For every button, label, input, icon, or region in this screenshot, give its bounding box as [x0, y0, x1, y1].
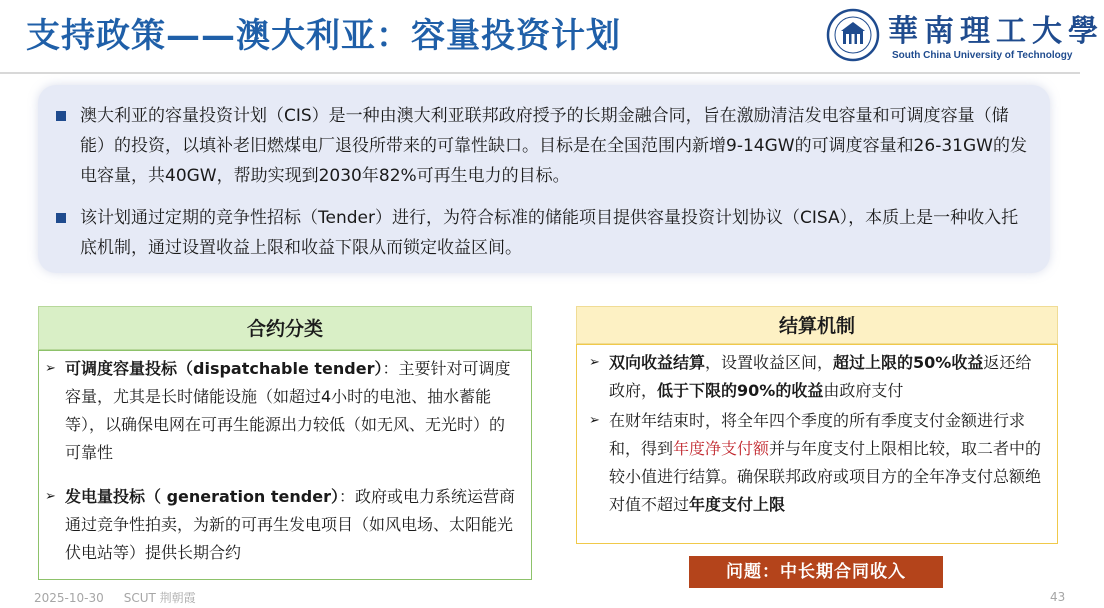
summary-box [38, 85, 1050, 273]
settlement-item-1-upper: 超过上限的50%收益 [833, 353, 984, 372]
square-bullet-icon [56, 111, 66, 121]
settlement-heading-box [576, 306, 1058, 344]
contract-item-generation [45, 483, 525, 567]
arrow-bullet-icon: ➢ [589, 355, 600, 370]
settlement-item-2-highlight: 年度净支付额 [673, 439, 770, 458]
settlement-item-1-title: 双向收益结算 [609, 353, 706, 372]
university-logo [826, 6, 1104, 66]
page-number: 43 [1050, 590, 1066, 604]
summary-text-1: 澳大利亚的容量投资计划（CIS）是一种由澳大利亚联邦政府授予的长期金融合同，旨在激励清洁发电容量和可调度容量（储能）的投资，以填补老旧燃煤电厂退役所带来的可靠性缺口。目标是在全国范围内新增9-14GW的可调度容量和26-31GW的发电容量，共40GW，帮助实现到2030年82%可再生电力的目标。 [80, 106, 1027, 186]
arrow-bullet-icon: ➢ [45, 489, 56, 504]
question-banner: 问题：中长期合同收入 [689, 556, 943, 588]
settlement-item-two-way [589, 349, 1047, 405]
contract-item-1-title: 可调度容量投标（dispatchable tender） [65, 359, 383, 378]
university-seal-icon [826, 8, 880, 62]
slide-footer [34, 589, 216, 606]
square-bullet-icon [56, 213, 66, 223]
arrow-bullet-icon: ➢ [45, 361, 56, 376]
contract-item-2-text: ：政府或电力系统运营商通过竞争性拍卖，为新的可再生发电项目（如风电场、太阳能光伏电站等）提供长期合约 [65, 487, 515, 562]
summary-text-2: 该计划通过定期的竞争性招标（Tender）进行，为符合标准的储能项目提供容量投资计划协议（CISA），本质上是一种收入托底机制，通过设置收益上限和收益下限从而锁定收益区间。 [80, 208, 1019, 258]
contract-item-dispatchable [45, 355, 520, 467]
settlement-item-1-text-a: ，设置收益区间， [705, 353, 834, 372]
contract-heading-box [38, 306, 532, 350]
contract-item-1-text: ：主要针对可调度容量，尤其是长时储能设施（如超过4小时的电池、抽水蓄能等），以确保电网在可再生能源出力较低（如无风、无光时）的可靠性 [65, 359, 511, 462]
footer-date: 2025-10-30 [34, 591, 104, 605]
settlement-body-box [576, 344, 1058, 544]
summary-paragraph-1 [80, 101, 1030, 191]
university-name-cn: 華南理工大學 [888, 14, 1104, 49]
settlement-item-2-text-b: 并与年度支付上限相比较，取二者中的较小值进行结算。确保联邦政府或项目方的全年净支付总额绝对值不超过 [609, 439, 1042, 514]
settlement-item-1-lower: 低于下限的90%的收益 [657, 381, 824, 400]
contract-body-box [38, 350, 532, 580]
header-divider [0, 72, 1080, 74]
footer-author: SCUT 荆朝霞 [123, 591, 196, 605]
settlement-item-1-text-b: 返还给政府， [609, 353, 1032, 400]
settlement-heading: 结算机制 [778, 315, 855, 337]
settlement-item-1-text-c: 由政府支付 [823, 381, 904, 400]
arrow-bullet-icon: ➢ [589, 413, 600, 428]
settlement-item-2-text-a: 在财年结束时，将全年四个季度的所有季度支付金额进行求和，得到 [609, 411, 1026, 458]
settlement-item-annual [589, 407, 1047, 519]
contract-item-2-title: 发电量投标（ generation tender） [65, 487, 339, 506]
settlement-item-2-cap: 年度支付上限 [689, 495, 786, 514]
slide-title: 支持政策——澳大利亚：容量投资计划 [26, 16, 621, 56]
contract-heading: 合约分类 [246, 318, 323, 340]
summary-paragraph-2 [80, 203, 1030, 263]
university-name-en: South China University of Technology [892, 50, 1073, 61]
